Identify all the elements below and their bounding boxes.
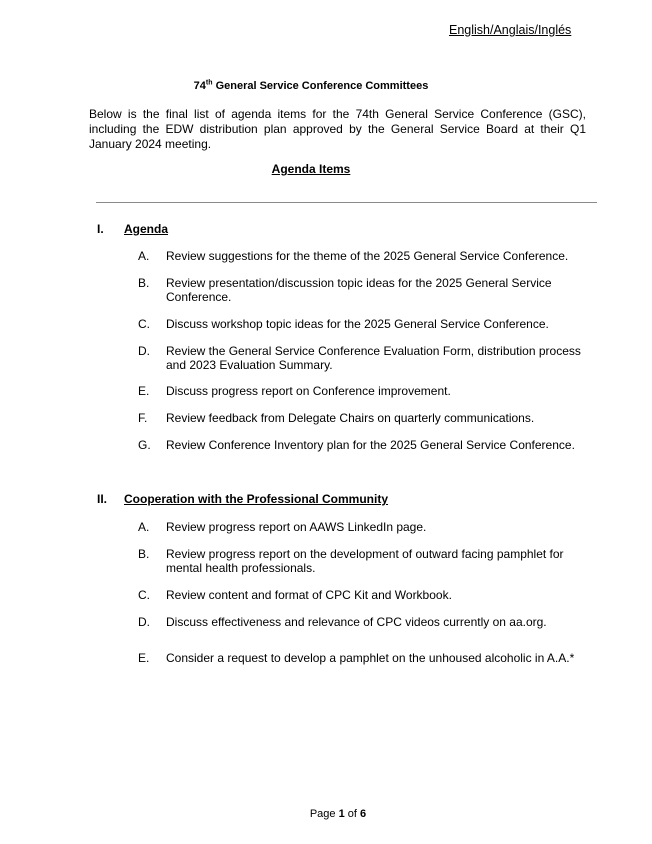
item-letter: C. <box>138 317 150 331</box>
section-numeral: II. <box>97 492 108 506</box>
item-letter: B. <box>138 276 150 290</box>
item-text: Review the General Service Conference Evaluation Form, distribution process and 2023 Evaluation Summary. <box>166 344 581 372</box>
item-text: Review Conference Inventory plan for the 2025 General Service Conference. <box>166 438 575 452</box>
page-footer <box>0 808 652 820</box>
item-letter: D. <box>138 344 150 358</box>
item-text: Discuss effectiveness and relevance of CPC videos currently on aa.org. <box>166 615 547 629</box>
item-text: Review content and format of CPC Kit and Workbook. <box>166 588 452 602</box>
item-text: Review progress report on the development of outward facing pamphlet for mental health professionals. <box>166 547 564 575</box>
item-letter: C. <box>138 588 150 602</box>
intro-paragraph: Below is the final list of agenda items for the 74th General Service Conference (GSC), including the EDW distribution plan approved by the General Service Board at their Q1 January 2024 meeting. <box>89 107 586 151</box>
item-letter: B. <box>138 547 150 561</box>
current-page-number: 1 <box>338 808 345 820</box>
agenda-items-heading: Agenda Items <box>271 162 351 176</box>
item-letter: D. <box>138 615 150 629</box>
item-text: Review presentation/discussion topic ideas for the 2025 General Service Conference. <box>166 276 552 304</box>
title-number: 74 <box>193 80 206 92</box>
section-title: Cooperation with the Professional Community <box>124 492 389 506</box>
page-word: Page <box>309 808 339 820</box>
item-text: Discuss progress report on Conference improvement. <box>166 384 451 398</box>
item-text: Consider a request to develop a pamphlet on the unhoused alcoholic in A.A.* <box>166 651 575 665</box>
item-letter: F. <box>138 411 148 425</box>
of-word: of <box>344 808 361 820</box>
section-numeral: I. <box>97 222 104 236</box>
item-letter: A. <box>138 249 150 263</box>
item-text: Discuss workshop topic ideas for the 2025 General Service Conference. <box>166 317 549 331</box>
section-title: Agenda <box>124 222 169 236</box>
title-rest: General Service Conference Committees <box>212 80 429 92</box>
item-letter: E. <box>138 384 150 398</box>
item-letter: G. <box>138 438 151 452</box>
item-text: Review progress report on AAWS LinkedIn page. <box>166 520 427 534</box>
item-letter: A. <box>138 520 150 534</box>
document-title <box>0 80 622 92</box>
language-label[interactable]: English/Anglais/Inglés <box>449 23 572 37</box>
item-letter: E. <box>138 651 150 665</box>
title-suffix: th <box>205 79 213 87</box>
item-text: Review suggestions for the theme of the 2025 General Service Conference. <box>166 249 569 263</box>
total-pages-number: 6 <box>360 808 367 820</box>
item-text: Review feedback from Delegate Chairs on quarterly communications. <box>166 411 535 425</box>
horizontal-divider <box>96 202 597 203</box>
